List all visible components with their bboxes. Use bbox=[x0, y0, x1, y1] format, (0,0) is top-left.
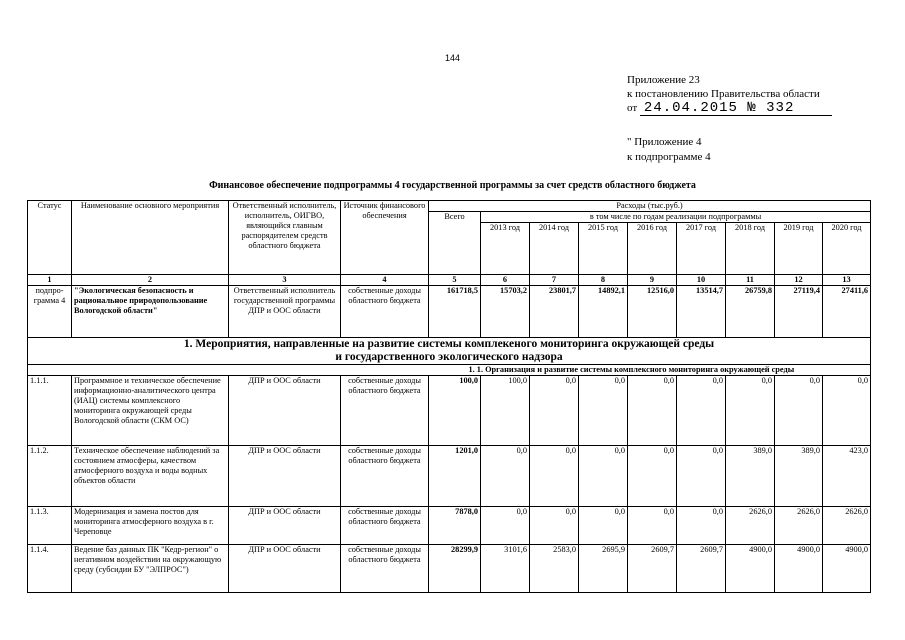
row-value: 3101,6 bbox=[481, 545, 530, 593]
row-executor: ДПР и ООС области bbox=[229, 446, 341, 507]
row-value: 0,0 bbox=[579, 446, 628, 507]
header-year: 2016 год bbox=[628, 223, 677, 275]
row-total: 28299,9 bbox=[429, 545, 481, 593]
row-value: 0,0 bbox=[628, 376, 677, 446]
row-name: Программное и техническое обеспечение информационно-аналитического центра (ИАЦ) системы комплексного мониторинга окружающей среды Вологодской области (СКМ ОС) bbox=[72, 376, 229, 446]
appendix2-line: к подпрограмме 4 bbox=[627, 151, 711, 163]
row-value: 27119,4 bbox=[775, 286, 823, 338]
row-executor: ДПР и ООС области bbox=[229, 507, 341, 545]
page-number: 144 bbox=[444, 53, 461, 63]
row-name: "Экологическая безопасность и рациональное природопользование Вологодской области" bbox=[72, 286, 229, 338]
column-index: 7 bbox=[530, 275, 579, 286]
section-heading-line: и государственного экологического надзора bbox=[335, 351, 563, 363]
section-heading-row bbox=[28, 338, 871, 365]
row-value: 2626,0 bbox=[823, 507, 871, 545]
row-value: 15703,2 bbox=[481, 286, 530, 338]
row-status: 1.1.2. bbox=[28, 446, 72, 507]
row-value: 0,0 bbox=[579, 376, 628, 446]
row-value: 0,0 bbox=[481, 507, 530, 545]
row-value: 4900,0 bbox=[775, 545, 823, 593]
header-year: 2014 год bbox=[530, 223, 579, 275]
row-value: 0,0 bbox=[530, 507, 579, 545]
row-total: 7878,0 bbox=[429, 507, 481, 545]
column-index: 10 bbox=[677, 275, 726, 286]
row-source: собственные доходы областного бюджета bbox=[341, 507, 429, 545]
row-executor: ДПР и ООС области bbox=[229, 545, 341, 593]
header-source: Источник финансового обеспечения bbox=[341, 201, 429, 275]
header-year: 2013 год bbox=[481, 223, 530, 275]
column-index: 5 bbox=[429, 275, 481, 286]
row-value: 0,0 bbox=[677, 507, 726, 545]
table-row bbox=[28, 545, 871, 593]
column-index: 9 bbox=[628, 275, 677, 286]
row-value: 2609,7 bbox=[628, 545, 677, 593]
row-value: 0,0 bbox=[628, 446, 677, 507]
subsection-heading: 1. 1. Организация и развитие системы комплексного мониторинга окружающей среды bbox=[429, 365, 871, 376]
row-value: 100,0 bbox=[481, 376, 530, 446]
row-value: 2626,0 bbox=[775, 507, 823, 545]
row-value: 14892,1 bbox=[579, 286, 628, 338]
table-row bbox=[28, 507, 871, 545]
row-value: 23801,7 bbox=[530, 286, 579, 338]
row-name: Ведение баз данных ПК "Кедр-регион" о негативном воздействии на окружающую среду (субсидии БУ "ЭЛПРОС") bbox=[72, 545, 229, 593]
row-status: 1.1.3. bbox=[28, 507, 72, 545]
row-value: 0,0 bbox=[628, 507, 677, 545]
header-year: 2015 год bbox=[579, 223, 628, 275]
subsection-spacer bbox=[28, 365, 429, 376]
table-row bbox=[28, 376, 871, 446]
column-index: 12 bbox=[775, 275, 823, 286]
column-index: 2 bbox=[72, 275, 229, 286]
row-value: 2583,0 bbox=[530, 545, 579, 593]
header-executor: Ответственный исполнитель, исполнитель, ОИГВО, являющийся главным распорядителем средств областного бюджета bbox=[229, 201, 341, 275]
header-name: Наименование основного мероприятия bbox=[72, 201, 229, 275]
row-value: 26759,8 bbox=[726, 286, 775, 338]
row-value: 0,0 bbox=[823, 376, 871, 446]
row-value: 0,0 bbox=[579, 507, 628, 545]
document-title: Финансовое обеспечение подпрограммы 4 государственной программы за счет средств областного бюджета bbox=[209, 180, 696, 191]
date-number: 24.04.2015 № 332 bbox=[640, 101, 832, 116]
section-heading bbox=[28, 338, 871, 365]
appendix-date-line bbox=[627, 101, 832, 116]
row-source: собственные доходы областного бюджета bbox=[341, 545, 429, 593]
row-total: 1201,0 bbox=[429, 446, 481, 507]
row-value: 13514,7 bbox=[677, 286, 726, 338]
appendix2-line: " Приложение 4 bbox=[627, 136, 702, 148]
from-label: от bbox=[627, 102, 638, 114]
row-value: 2626,0 bbox=[726, 507, 775, 545]
row-total: 161718,5 bbox=[429, 286, 481, 338]
row-value: 423,0 bbox=[823, 446, 871, 507]
column-index: 1 bbox=[28, 275, 72, 286]
header-total: Всего bbox=[429, 212, 481, 275]
header-by-year: в том числе по годам реализации подпрограммы bbox=[481, 212, 871, 223]
header-expenses: Расходы (тыс.руб.) bbox=[429, 201, 871, 212]
column-index: 11 bbox=[726, 275, 775, 286]
row-value: 2695,9 bbox=[579, 545, 628, 593]
column-index: 6 bbox=[481, 275, 530, 286]
header-status: Статус bbox=[28, 201, 72, 275]
row-value: 12516,0 bbox=[628, 286, 677, 338]
row-source: собственные доходы областного бюджета bbox=[341, 446, 429, 507]
row-executor: Ответственный исполнитель государственной программы ДПР и ООС области bbox=[229, 286, 341, 338]
row-executor: ДПР и ООС области bbox=[229, 376, 341, 446]
column-index: 13 bbox=[823, 275, 871, 286]
row-value: 0,0 bbox=[726, 376, 775, 446]
header-year: 2019 год bbox=[775, 223, 823, 275]
row-name: Модернизация и замена постов для мониторинга атмосферного воздуха в г. Череповце bbox=[72, 507, 229, 545]
row-source: собственные доходы областного бюджета bbox=[341, 286, 429, 338]
column-index-row bbox=[28, 275, 871, 286]
section-heading-line: 1. Мероприятия, направленные на развитие системы комплекеного мониторинга окружающей среды bbox=[183, 338, 715, 350]
header-year: 2018 год bbox=[726, 223, 775, 275]
financing-table bbox=[27, 200, 871, 593]
column-index: 4 bbox=[341, 275, 429, 286]
column-index: 8 bbox=[579, 275, 628, 286]
appendix-line: к постановлению Правительства области bbox=[627, 88, 820, 100]
row-status: 1.1.4. bbox=[28, 545, 72, 593]
row-source: собственные доходы областного бюджета bbox=[341, 376, 429, 446]
row-value: 4900,0 bbox=[726, 545, 775, 593]
row-value: 0,0 bbox=[530, 376, 579, 446]
row-value: 4900,0 bbox=[823, 545, 871, 593]
subsection-heading-row bbox=[28, 365, 871, 376]
column-index: 3 bbox=[229, 275, 341, 286]
appendix-header bbox=[627, 73, 832, 116]
row-status: 1.1.1. bbox=[28, 376, 72, 446]
header-year: 2020 год bbox=[823, 223, 871, 275]
row-value: 0,0 bbox=[481, 446, 530, 507]
header-year: 2017 год bbox=[677, 223, 726, 275]
table-row bbox=[28, 446, 871, 507]
appendix-subheader bbox=[627, 135, 711, 165]
header-row bbox=[28, 201, 871, 212]
row-value: 0,0 bbox=[677, 446, 726, 507]
row-value: 389,0 bbox=[775, 446, 823, 507]
appendix-line: Приложение 23 bbox=[627, 74, 700, 86]
row-value: 27411,6 bbox=[823, 286, 871, 338]
row-value: 0,0 bbox=[530, 446, 579, 507]
row-name: Техническое обеспечение наблюдений за состоянием атмосферы, качеством атмосферного воздуха и воды водных объектов области bbox=[72, 446, 229, 507]
row-total: 100,0 bbox=[429, 376, 481, 446]
row-value: 389,0 bbox=[726, 446, 775, 507]
row-value: 0,0 bbox=[775, 376, 823, 446]
row-value: 2609,7 bbox=[677, 545, 726, 593]
subprogram-row bbox=[28, 286, 871, 338]
row-value: 0,0 bbox=[677, 376, 726, 446]
row-status: подпро-грамма 4 bbox=[28, 286, 72, 338]
